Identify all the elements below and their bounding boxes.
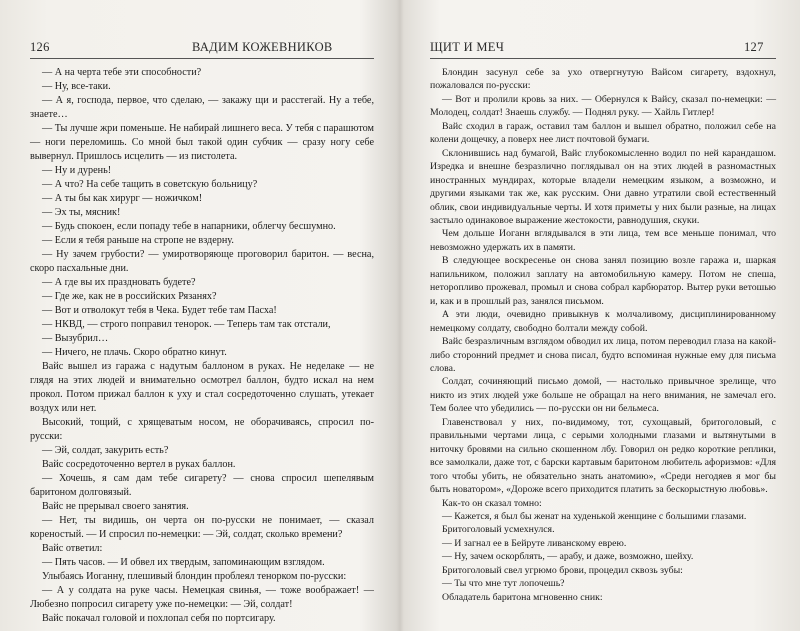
paragraph: — Ты лучше жри поменьше. Не набирай лишнего веса. У тебя с парашютом — ноги переломишь. Со мной был такой один субчик — сразу ногу себе вывернул. Пришлось исцелить — из пистолета.: [30, 123, 374, 162]
paragraph: Вайс покачал головой и похлопал себя по портсигару.: [42, 613, 276, 624]
paragraph: Склонившись над бумагой, Вайс глубокомысленно водил по ней карандашом. Изредка и внешне безразлично поглядывал он на этих людей в разномастных иностранных мундирах, которые владели немецким языком, а возможно, и другими языками так же, как русским. Они давно утратили свой естественный облик, свои индивидуальные черты. И хотя приметы у них были разные, на лицах застыло одинаковое выражение жестокости, равнодушия, скуки.: [430, 147, 776, 226]
right-header-rule: [430, 58, 776, 59]
paragraph: Улыбаясь Иоганну, плешивый блондин проблеял тенорком по-русски:: [42, 571, 347, 582]
paragraph: — Ну и дурень!: [42, 165, 112, 176]
paragraph: — Ты что мне тут лопочешь?: [442, 578, 565, 590]
paragraph: — Нет, ты видишь, он черта он по-русски не понимает, — сказал кореностый. — И спросил по-немецки: — Эй, солдат, сколько времени?: [30, 515, 374, 540]
paragraph: Блондин засунул себе за ухо отвергнутую Вайсом сигарету, вздохнул, пожаловался по-русски:: [430, 67, 776, 92]
paragraph: — НКВД, — строго поправил тенорок. — Теперь там так отстали,: [42, 319, 331, 330]
right-page-number: 127: [744, 40, 764, 54]
left-page-body: [30, 66, 374, 626]
paragraph: Вайс безразличным взглядом обводил их лица, потом переводил глаза на какой-либо сторонний предмет и снова писал, будто вспоминая нужные ему для письма слова.: [430, 336, 776, 374]
paragraph: Вайс ответил:: [42, 543, 103, 554]
paragraph: — А на черта тебе эти способности?: [42, 67, 202, 78]
paragraph: — Ну, зачем оскорблять, — арабу, и даже, возможно, шейху.: [442, 551, 694, 563]
paragraph: — Эй, солдат, закурить есть?: [42, 445, 169, 456]
paragraph: Главенствовал у них, по-видимому, тот, сухощавый, бритоголовый, с правильными чертами лица, с серыми холодными глазами и вытянутыми в ниточку бровями на сильно скошенном лбу. Говорил он редко короткие реплики, все замолкали, даже тот, с барски картавым баритоном любитель афоризмов: «Для того чтобы убить, не обязательно знать анатомию», «Среди негодяев я мог бы быть новатором», «Дороже всего приходится платить за бескорыстную любовь».: [430, 416, 776, 496]
paragraph: Вайс сосредоточенно вертел в руках баллон.: [42, 459, 236, 470]
paragraph: — А я, господа, первое, что сделаю, — закажу щи и расстегай. Ну а тебе, знаете…: [30, 95, 374, 120]
paragraph: — Вот и отволокут тебя в Чека. Будет тебе там Пасха!: [42, 305, 277, 316]
paragraph: — Вызубрил…: [42, 333, 109, 344]
paragraph: — Эх ты, мясник!: [42, 207, 121, 218]
paragraph: Как-то он сказал томно:: [442, 497, 542, 509]
paragraph: — А где вы их праздновать будете?: [42, 277, 196, 288]
paragraph: — Будь спокоен, если попаду тебе в напарники, облегчу бесшумно.: [42, 221, 336, 232]
paragraph: Высокий, тощий, с хрящеватым носом, не оборачиваясь, спросил по-русски:: [30, 417, 374, 442]
paragraph: Чем дольше Иоганн вглядывался в эти лица, тем все меньше понимал, что невозможно удержать их в памяти.: [430, 228, 776, 253]
paragraph: — И загнал ее в Бейруте ливанскому еврею.: [442, 537, 627, 549]
left-page-number: 126: [30, 40, 50, 54]
paragraph: — Пять часов. — И обвел их твердым, запоминающим взглядом.: [42, 557, 325, 568]
right-page-body: [430, 66, 776, 604]
paragraph: — Ничего, не плачь. Скоро обратно кинут.: [42, 347, 227, 358]
paragraph: Вайс вышел из гаража с надутым баллоном в руках. Не неделаке — не глядя на этих людей и внимательно осмотрел баллон, будто искал на нем прокол. Потом прижал баллон к уху и стал сосредоточенно слушать, утекает воздух или нет.: [30, 361, 374, 414]
paragraph: — А что? На себе тащить в советскую больницу?: [42, 179, 258, 190]
paragraph: Солдат, сочиняющий письмо домой, — настолько привычное зрелище, что никто из этих людей уже больше не обращал на него внимания, не замечал его. Тем более что убедились — по-русски он ни бельмеса.: [430, 376, 776, 415]
left-page-header: ВАДИМ КОЖЕВНИКОВ: [192, 40, 333, 54]
paragraph: — Вот и пролили кровь за них. — Обернулся к Вайсу, сказал по-немецки: — Молодец, солдат! Знаешь службу. — Поднял руку. — Хайль Гитлер!: [430, 93, 776, 119]
paragraph: — Хочешь, я сам дам тебе сигарету? — снова спросил шепелявым баритоном долговязый.: [30, 473, 374, 498]
paragraph: А эти люди, очевидно привыкнув к молчаливому, дисциплинированному немецкому солдату, свободно болтали между собой.: [430, 309, 776, 334]
paragraph: Бритоголовый усмехнулся.: [442, 524, 555, 536]
paragraph: Вайс не прерывал своего занятия.: [42, 501, 189, 512]
paragraph: — А ты бы как хирург — ножичком!: [42, 193, 203, 204]
paragraph: — Ну зачем грубости? — умиротворяюще проговорил баритон. — весна, скоро пасхальные дни.: [30, 249, 374, 274]
paragraph: Бритоголовый свел угрюмо брови, процедил сквозь зубы:: [442, 564, 683, 576]
paragraph: В следующее воскресенье он снова занял позицию возле гаража и, шаркая напильником, положил заплату на автомобильную камеру. Потом не спеша, неторопливо прожевал, промыл и снова собрал карбюратор. Вытер руки ветошью и, как и в прошлый раз, занялся письмом.: [430, 255, 776, 307]
paragraph: — А у солдата на руке часы. Немецкая свинья, — тоже воображает! — Любезно попросил сигарету уже по-немецки: — Эй, солдат!: [30, 585, 374, 610]
right-page-header: ЩИТ И МЕЧ: [430, 40, 505, 54]
paragraph: — Где же, как не в российских Рязанях?: [42, 291, 217, 302]
left-header-rule: [30, 58, 374, 59]
paragraph: — Если я тебя раньше на стропе не вздерну.: [42, 235, 234, 246]
paragraph: — Ну, все-таки.: [42, 81, 111, 92]
paragraph: Вайс сходил в гараж, оставил там баллон и вышел обратно, положил себе на колени дощечку, а поверх нее лист почтовой бумаги.: [430, 120, 776, 146]
paragraph: Обладатель баритона мгновенно сник:: [442, 591, 603, 603]
paragraph: — Кажется, я был бы женат на худенькой женщине с большими глазами.: [442, 510, 747, 522]
